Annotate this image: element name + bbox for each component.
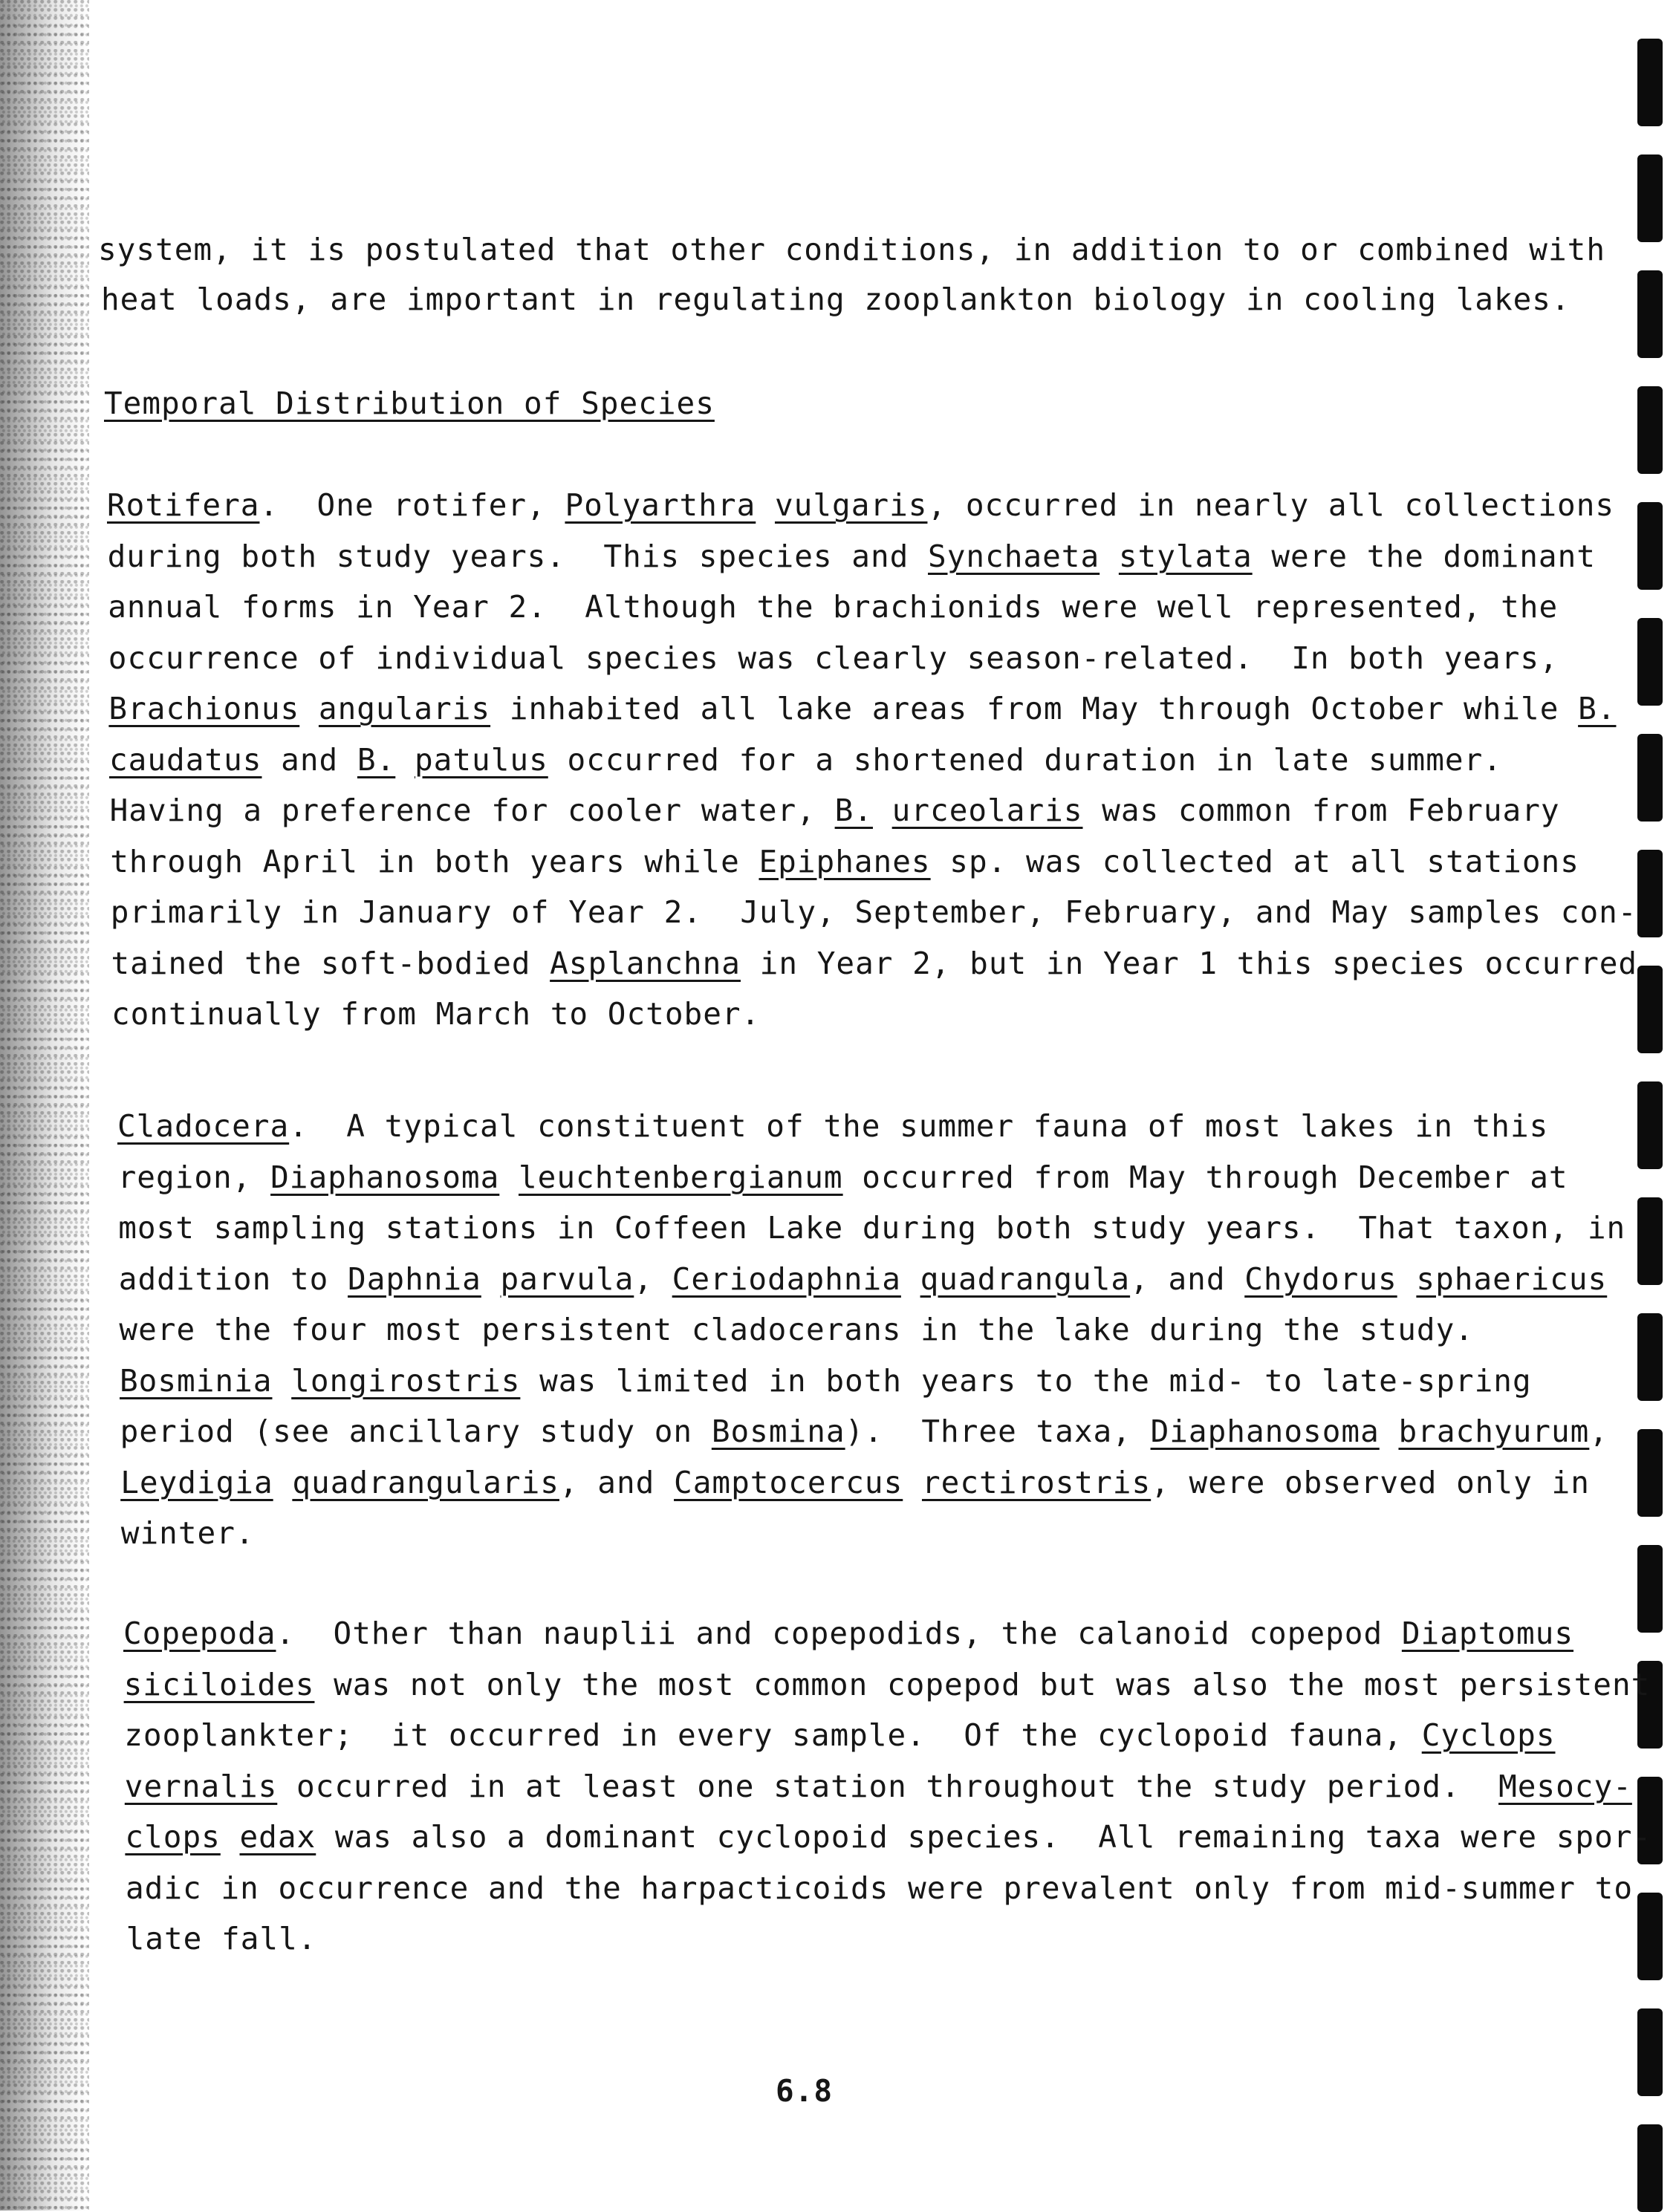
text-segment bbox=[481, 1261, 501, 1297]
underlined-term: Bosminia bbox=[120, 1362, 273, 1399]
text-segment: primarily in January of Year 2. July, September, February, and May samples con- bbox=[110, 894, 1637, 930]
underlined-term: Camptocercus bbox=[674, 1464, 903, 1500]
underlined-term: Rotifera bbox=[107, 487, 260, 523]
text-segment: region, bbox=[117, 1159, 271, 1195]
underlined-term: Synchaeta bbox=[928, 538, 1100, 574]
underlined-term: edax bbox=[239, 1819, 316, 1855]
underlined-term: Ceriodaphnia bbox=[672, 1260, 901, 1297]
underlined-term: B. bbox=[357, 741, 396, 778]
text-line bbox=[120, 1413, 1608, 1450]
underlined-term: brachyurum bbox=[1398, 1414, 1590, 1449]
underlined-term: Leydigia bbox=[120, 1464, 273, 1500]
text-line bbox=[120, 1362, 1532, 1399]
text-segment bbox=[395, 742, 415, 778]
text-segment: was common from February bbox=[1082, 793, 1560, 828]
underlined-term: longirostris bbox=[291, 1362, 521, 1399]
text-segment: late fall. bbox=[126, 1921, 317, 1956]
underlined-term: sphaericus bbox=[1416, 1260, 1608, 1297]
text-segment: through April in both years while bbox=[110, 843, 759, 879]
text-segment: was not only the most common copepod but was also the most persistent bbox=[314, 1666, 1651, 1702]
text-line bbox=[123, 1615, 1573, 1652]
underlined-term: stylata bbox=[1118, 538, 1253, 574]
text-segment: occurred for a shortened duration in late summer. bbox=[548, 741, 1502, 778]
underlined-term: patulus bbox=[414, 741, 548, 778]
text-segment bbox=[1100, 539, 1119, 574]
text-line bbox=[111, 995, 760, 1032]
text-segment: zooplankter; it occurred in every sample. Of the cyclopoid fauna, bbox=[124, 1717, 1422, 1753]
text-segment: ). Three taxa, bbox=[845, 1414, 1151, 1449]
text-segment: occurrence of individual species was clearly season-related. In both years, bbox=[108, 640, 1559, 676]
text-segment: period (see ancillary study on bbox=[120, 1414, 712, 1449]
underlined-term: B. bbox=[834, 793, 873, 828]
text-segment: occurred in at least one station throughout the study period. bbox=[277, 1768, 1499, 1804]
text-segment bbox=[221, 1819, 240, 1855]
text-line bbox=[125, 1768, 1632, 1805]
section-heading: Temporal Distribution of Species bbox=[104, 386, 715, 421]
underlined-term: B. bbox=[1578, 691, 1617, 726]
underlined-term: angularis bbox=[318, 691, 491, 726]
text-segment bbox=[499, 1159, 519, 1195]
text-segment: in Year 2, but in Year 1 this species occurred bbox=[740, 945, 1638, 981]
text-segment: , occurred in nearly all collections bbox=[927, 487, 1615, 523]
text-line bbox=[111, 945, 1637, 982]
underlined-term: Asplanchna bbox=[550, 945, 741, 981]
underlined-term: Mesocy- bbox=[1498, 1768, 1632, 1804]
text-line bbox=[125, 1818, 1651, 1855]
text-line bbox=[108, 588, 1558, 625]
text-line bbox=[126, 1920, 317, 1957]
text-line bbox=[119, 1311, 1474, 1348]
text-segment: winter. bbox=[120, 1515, 255, 1551]
underlined-term: Polyarthra bbox=[565, 487, 756, 523]
intro-line: system, it is postulated that other conditions, in addition to or combined with bbox=[98, 232, 1606, 267]
text-segment: annual forms in Year 2. Although the brachionids were well represented, the bbox=[108, 589, 1559, 625]
text-segment bbox=[273, 1465, 293, 1500]
text-segment: during both study years. This species and bbox=[107, 538, 929, 574]
text-line bbox=[124, 1666, 1651, 1703]
intro-line: heat loads, are important in regulating zooplankton biology in cooling lakes. bbox=[101, 282, 1571, 317]
text-segment bbox=[901, 1261, 920, 1297]
text-line bbox=[108, 640, 1559, 677]
text-segment: continually from March to October. bbox=[111, 996, 761, 1032]
underlined-term: rectirostris bbox=[921, 1464, 1152, 1500]
text-segment bbox=[873, 793, 892, 828]
text-segment bbox=[903, 1465, 922, 1500]
text-line bbox=[124, 1717, 1555, 1754]
text-line bbox=[107, 487, 1614, 524]
text-segment: were the dominant bbox=[1252, 538, 1596, 574]
text-segment: . One rotifer, bbox=[259, 487, 565, 523]
text-segment: occurred from May through December at bbox=[842, 1159, 1568, 1195]
text-segment: was also a dominant cyclopoid species. All remaining taxa were spor- bbox=[316, 1819, 1652, 1855]
text-line bbox=[110, 843, 1579, 880]
underlined-term: vulgaris bbox=[774, 487, 928, 523]
underlined-term: caudatus bbox=[109, 741, 262, 778]
text-segment bbox=[756, 487, 775, 523]
text-line bbox=[117, 1107, 1548, 1145]
underlined-term: Chydorus bbox=[1244, 1260, 1397, 1297]
text-segment: , and bbox=[1130, 1260, 1245, 1297]
underlined-term: Brachionus bbox=[108, 691, 300, 726]
text-segment: sp. was collected at all stations bbox=[930, 843, 1579, 879]
text-segment: , and bbox=[559, 1464, 675, 1500]
underlined-term: Cyclops bbox=[1421, 1717, 1556, 1753]
underlined-term: Diaptomus bbox=[1401, 1616, 1574, 1651]
underlined-term: leuchtenbergianum bbox=[518, 1159, 843, 1195]
underlined-term: Diaphanosoma bbox=[1150, 1414, 1380, 1449]
text-segment: tained the soft-bodied bbox=[111, 945, 550, 981]
text-segment: and bbox=[262, 741, 357, 778]
text-segment: Having a preference for cooler water, bbox=[109, 793, 835, 828]
text-segment bbox=[272, 1363, 291, 1399]
text-segment: was limited in both years to the mid- to late-spring bbox=[520, 1362, 1532, 1399]
text-line bbox=[108, 690, 1616, 727]
underlined-term: Cladocera bbox=[117, 1108, 290, 1144]
text-segment: , bbox=[1589, 1414, 1608, 1449]
text-line bbox=[120, 1464, 1590, 1501]
text-line bbox=[111, 894, 1637, 931]
text-segment bbox=[299, 691, 319, 726]
text-line bbox=[108, 538, 1596, 575]
text-segment: adic in occurrence and the harpacticoids were prevalent only from mid-summer to bbox=[126, 1870, 1634, 1906]
text-line bbox=[118, 1209, 1625, 1246]
underlined-term: quadrangula bbox=[920, 1260, 1131, 1297]
underlined-term: siciloides bbox=[123, 1666, 315, 1702]
text-segment bbox=[1380, 1414, 1399, 1449]
underlined-term: Copepoda bbox=[123, 1616, 276, 1651]
text-segment: addition to bbox=[118, 1260, 348, 1297]
underlined-term: quadrangularis bbox=[292, 1464, 559, 1500]
text-segment: . A typical constituent of the summer fauna of most lakes in this bbox=[289, 1108, 1549, 1144]
text-line bbox=[126, 1870, 1633, 1907]
text-line bbox=[118, 1159, 1568, 1196]
underlined-term: Epiphanes bbox=[759, 843, 931, 879]
underlined-term: vernalis bbox=[124, 1768, 278, 1804]
page-number: 6.8 bbox=[776, 2073, 834, 2109]
text-segment: inhabited all lake areas from May through October while bbox=[490, 691, 1579, 726]
text-segment: most sampling stations in Coffeen Lake during both study years. That taxon, in bbox=[118, 1210, 1626, 1246]
text-line bbox=[110, 792, 1560, 829]
underlined-term: Diaphanosoma bbox=[270, 1159, 500, 1195]
text-segment bbox=[1397, 1261, 1417, 1297]
text-line bbox=[119, 1260, 1607, 1298]
text-line bbox=[121, 1515, 255, 1552]
text-segment: , bbox=[634, 1260, 672, 1297]
underlined-term: parvula bbox=[500, 1260, 634, 1297]
underlined-term: Bosmina bbox=[711, 1414, 845, 1449]
text-line bbox=[109, 741, 1502, 778]
text-segment: . Other than nauplii and copepodids, the calanoid copepod bbox=[276, 1616, 1402, 1651]
underlined-term: clops bbox=[125, 1819, 221, 1855]
underlined-term: Daphnia bbox=[348, 1260, 481, 1297]
text-segment: were the four most persistent cladocerans in the lake during the study. bbox=[119, 1312, 1474, 1347]
text-segment: , were observed only in bbox=[1151, 1464, 1590, 1500]
underlined-term: urceolaris bbox=[891, 793, 1083, 828]
